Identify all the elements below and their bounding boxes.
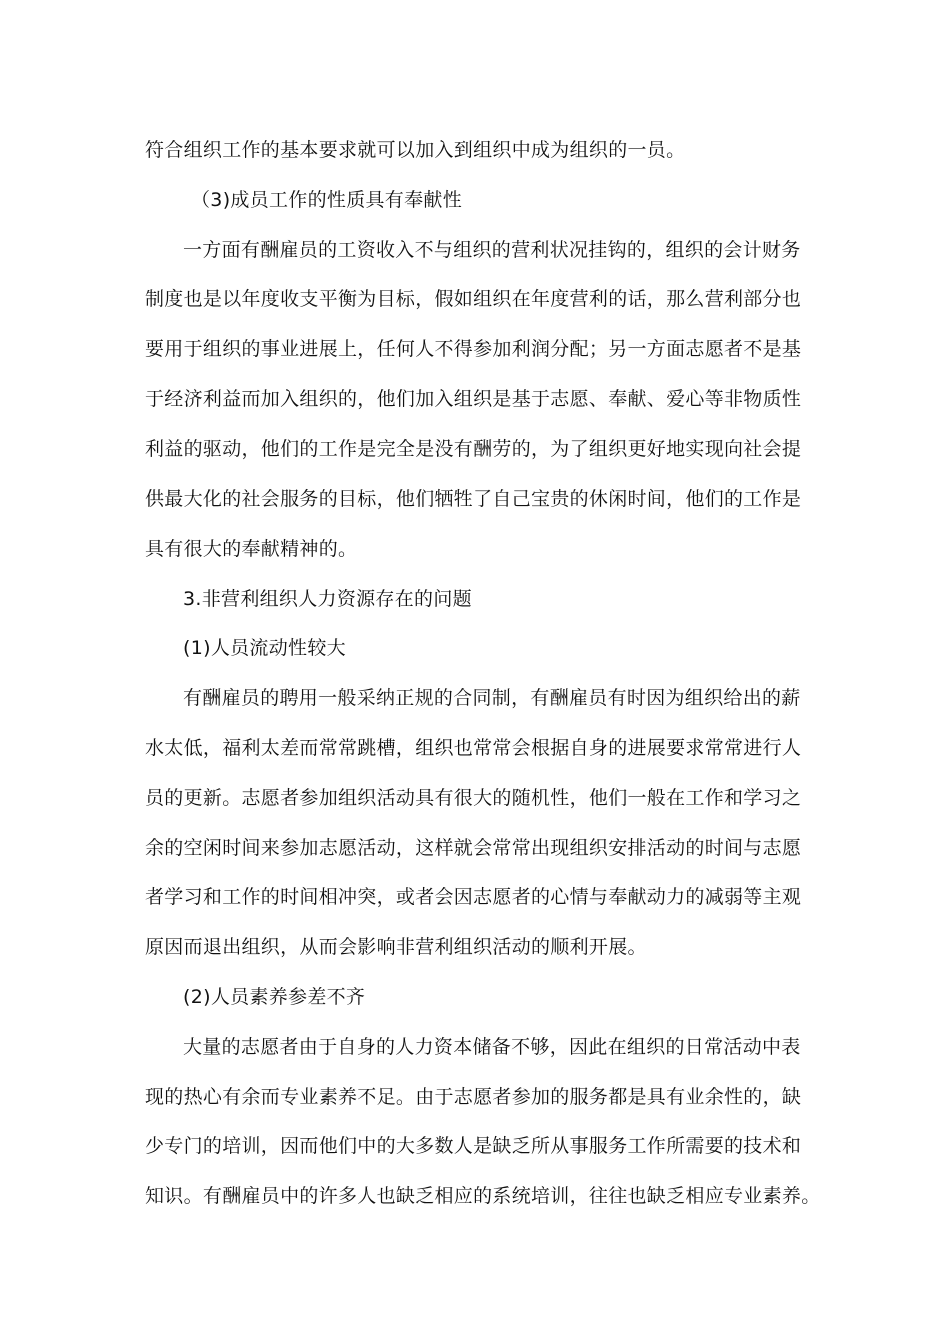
section-heading: (1)人员流动性较大 [183,637,346,659]
paragraph-line: 有酬雇员的聘用一般采纳正规的合同制，有酬雇员有时因为组织给出的薪 [183,687,801,709]
paragraph-line: 大量的志愿者由于自身的人力资本储备不够，因此在组织的日常活动中表 [183,1036,801,1058]
paragraph-line: 者学习和工作的时间相冲突，或者会因志愿者的心情与奉献动力的减弱等主观 [145,886,802,908]
paragraph-line: 符合组织工作的基本要求就可以加入到组织中成为组织的一员。 [145,139,686,161]
section-heading: （3)成员工作的性质具有奉献性 [191,189,463,211]
paragraph-line: 现的热心有余而专业素养不足。由于志愿者参加的服务都是具有业余性的，缺 [145,1086,802,1108]
paragraph-line: 少专门的培训，因而他们中的大多数人是缺乏所从事服务工作所需要的技术和 [145,1135,802,1157]
paragraph-line: 余的空闲时间来参加志愿活动，这样就会常常出现组织安排活动的时间与志愿 [145,837,802,859]
section-heading: (2)人员素养参差不齐 [183,986,366,1008]
paragraph-line: 知识。有酬雇员中的许多人也缺乏相应的系统培训，往往也缺乏相应专业素养。 [145,1185,821,1207]
paragraph-line: 原因而退出组织，从而会影响非营利组织活动的顺利开展。 [145,936,647,958]
paragraph-line: 一方面有酬雇员的工资收入不与组织的营利状况挂钩的，组织的会计财务 [183,239,801,261]
paragraph-line: 要用于组织的事业进展上，任何人不得参加利润分配；另一方面志愿者不是基 [145,338,802,360]
paragraph-line: 制度也是以年度收支平衡为目标，假如组织在年度营利的话，那么营利部分也 [145,288,802,310]
paragraph-line: 水太低，福利太差而常常跳槽，组织也常常会根据自身的进展要求常常进行人 [145,737,802,759]
paragraph-line: 具有很大的奉献精神的。 [145,538,358,560]
section-heading: 3.非营利组织人力资源存在的问题 [183,588,472,610]
paragraph-line: 利益的驱动，他们的工作是完全是没有酬劳的，为了组织更好地实现向社会提 [145,438,802,460]
paragraph-line: 于经济利益而加入组织的，他们加入组织是基于志愿、奉献、爱心等非物质性 [145,388,802,410]
paragraph-line: 供最大化的社会服务的目标，他们牺牲了自己宝贵的休闲时间，他们的工作是 [145,488,802,510]
paragraph-line: 员的更新。志愿者参加组织活动具有很大的随机性，他们一般在工作和学习之 [145,787,802,809]
